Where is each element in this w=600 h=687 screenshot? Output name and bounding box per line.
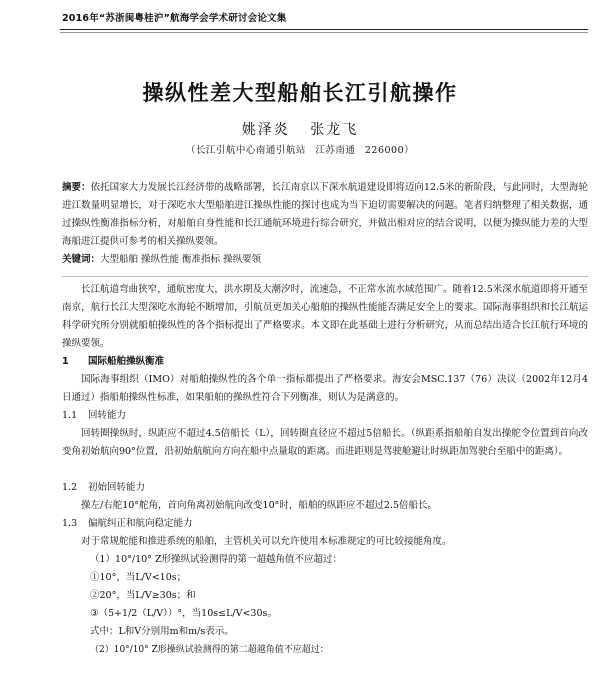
- section-number: 1: [62, 356, 69, 367]
- section-title: 初始回转能力: [88, 482, 146, 493]
- section-1-2-text: 操左/右舵10°舵角，首向角离初始航向改变10°时，船舶的纵距应不超过2.5倍船长。: [81, 500, 437, 511]
- criteria-line: 式中：L和V分别用m和m/s表示。: [90, 626, 234, 637]
- author-names: 姚泽炎 张龙飞: [241, 122, 359, 138]
- running-head: 2016年“苏浙闽粤桂沪”航海学会学术研讨会论文集: [62, 13, 287, 24]
- header-rule-thin: [60, 32, 588, 33]
- section-title: 国际船舶操纵衡准: [88, 356, 165, 367]
- section-number: 1.3: [62, 518, 78, 529]
- intro-paragraph: 长江航道弯曲狭窄，通航密度大，洪水期及大潮汐时，流速急，不正常水流水域范围广。随着12.5米深水航道即将开通至南京，航行长江大型深吃水海轮不断增加，引航员更加关心船舶的操纵性能能否满足安全上的要求。国际海事组织和长江航运科学研究所分别就船舶操纵性的各个指标提出了严格要求。本文即在此基础上进行分析研究，从而总结出适合长江航行环境的操纵要领。: [62, 284, 588, 349]
- criteria-line: ②20°，当L/V≥30s；和: [90, 590, 196, 601]
- section-1-3-heading: [62, 515, 193, 533]
- paper-title: 操纵性差大型船舶长江引航操作: [142, 81, 458, 105]
- keywords-label: 关键词：: [62, 254, 101, 265]
- section-number: 1.1: [62, 410, 78, 421]
- abstract-label: 摘要：: [62, 182, 91, 193]
- section-1-1-heading: [62, 407, 126, 425]
- header-rule: [60, 29, 588, 30]
- abstract: [62, 179, 588, 251]
- criteria-line: ①10°，当L/V<10s；: [90, 572, 187, 583]
- keywords-text: 大型船舶 操纵性能 衡准指标 操纵要领: [100, 254, 262, 265]
- keywords: [62, 251, 588, 269]
- section-1-3-text: 对于常规舵能和推进系统的船舶，主管机关可以允许使用本标准规定的可比较接能角度。: [81, 536, 452, 547]
- criteria-line: （2）10°/10° Z形操纵试验测得的第二超越角值不应超过：: [90, 645, 329, 655]
- author-affiliation: （长江引航中心南通引航站 江苏南通 226000）: [185, 145, 415, 156]
- section-number: 1.2: [62, 482, 78, 493]
- body-divider: [62, 276, 588, 277]
- section-1-2-heading: [62, 479, 145, 497]
- section-1-heading: [62, 353, 164, 371]
- criteria-line: ③（5+1/2（L/V））°，当10s≤L/V<30s。: [90, 608, 277, 619]
- section-title: 偏航纠正和航向稳定能力: [88, 518, 193, 529]
- section-1-text: 国际海事组织（IMO）对船舶操纵性的各个单一指标都提出了严格要求。海安会MSC.137（76）决议（2002年12月4日通过）指船舶操纵性标准，如果船舶的操纵性符合下列衡准，则认为是满意的。: [62, 374, 588, 403]
- section-title: 回转能力: [88, 410, 127, 421]
- section-1-1-text: 回转圈操纵时，纵距应不超过4.5倍船长（L），回转圈直径应不超过5倍船长。（纵距系指船舶自发出操舵令位置到首向改变角初始航向90°位置，沿初始航航向方向在船中点量取的距离。而进距则是驾驶舱避让时纵距加驾驶台至船中的距离）。: [62, 428, 588, 457]
- abstract-text: 依托国家大力发展长江经济带的战略部署，长江南京以下深水航道建设即将迈向12.5米的新阶段，与此同时，大型海轮进江数量明显增长，对于深吃水大型船舶进江操纵性能的探讨也成为当下迫切需要解决的问题。笔者归纳整理了相关数据，通过操纵性衡准指标分析，对船舶自身性能和长江通航环境进行综合研究，并做出相对应的结合说明，以便为操纵能力差的大型海船进江提供可参考的相关操纵要领。: [62, 182, 588, 247]
- criteria-line: （1）10°/10° Z形操纵试验测得的第一超越角值不应超过：: [90, 554, 343, 565]
